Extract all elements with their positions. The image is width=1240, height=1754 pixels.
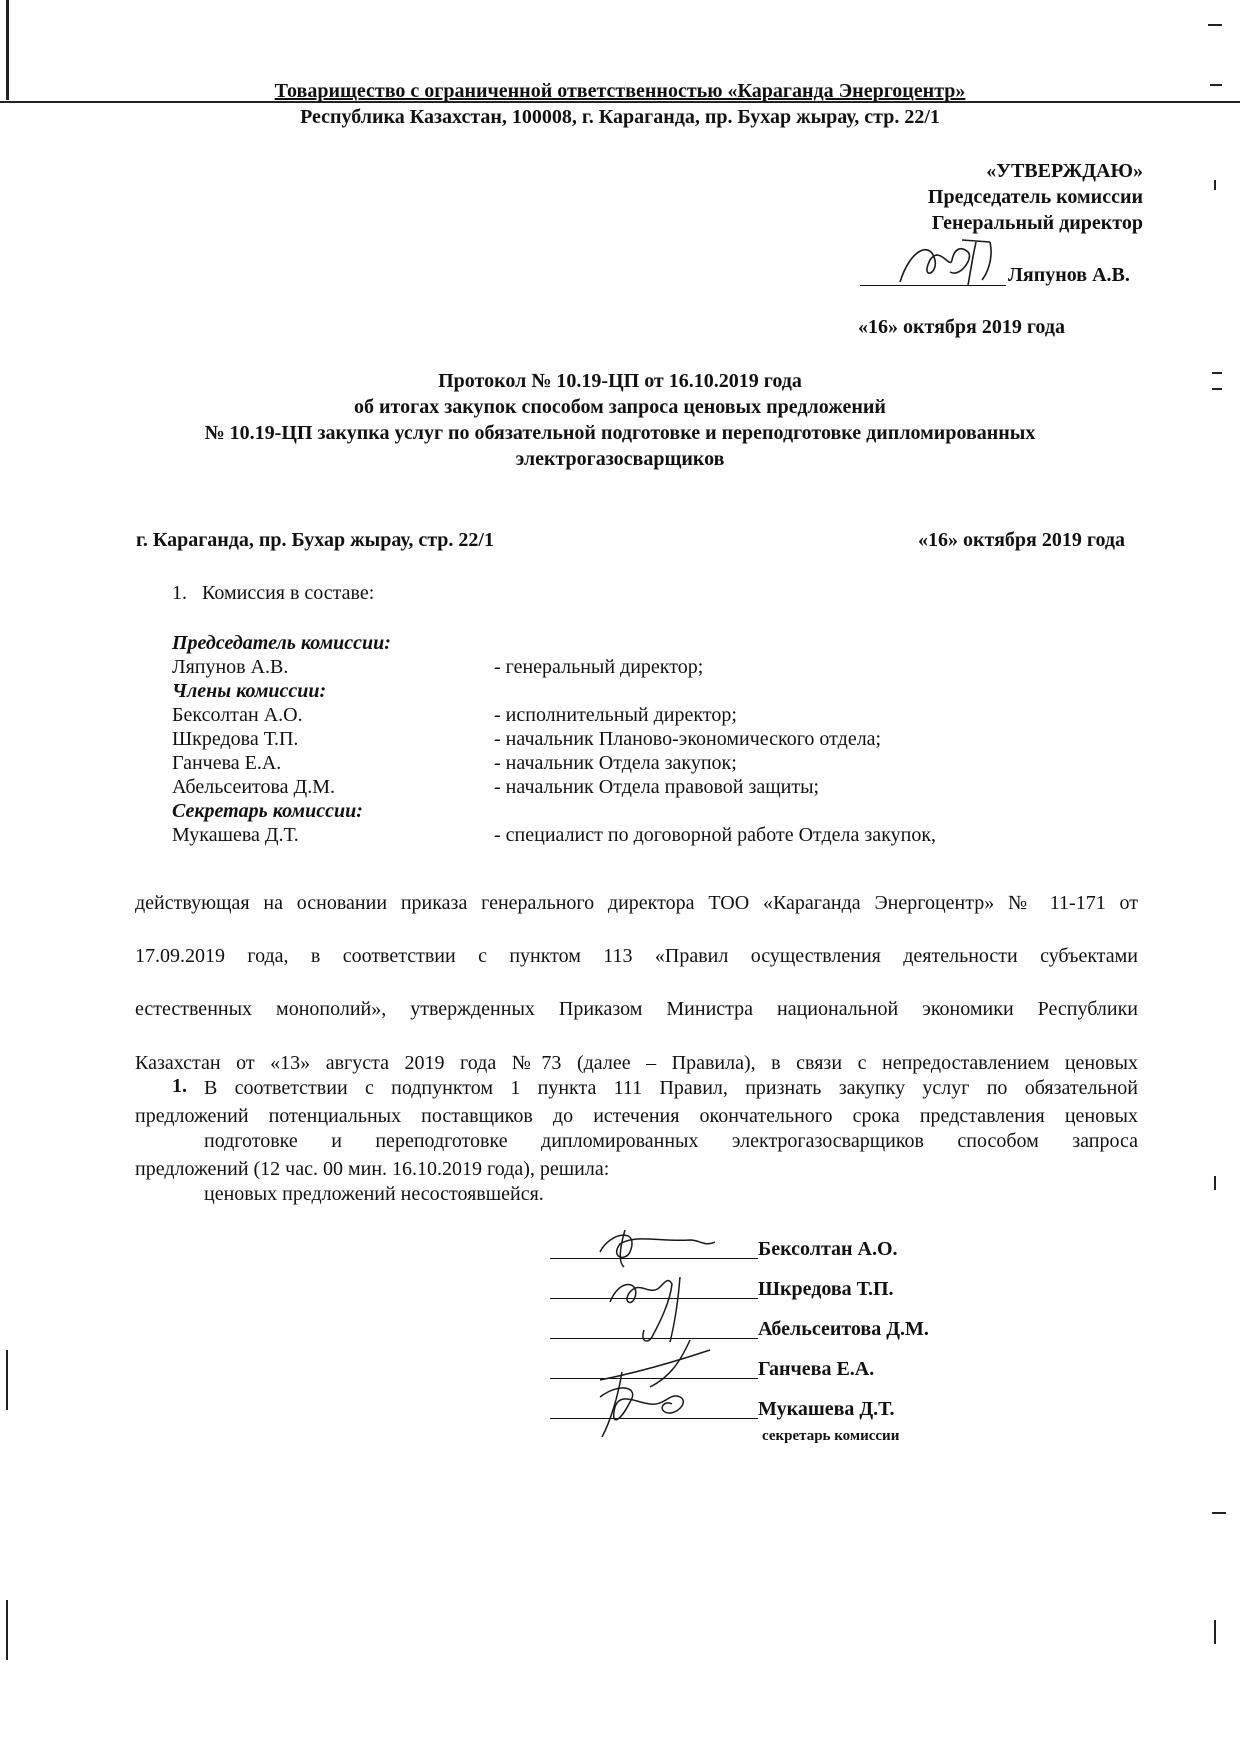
place-text: г. Караганда, пр. Бухар жырау, стр. 22/1 bbox=[136, 529, 494, 551]
scan-right-tick bbox=[1214, 180, 1216, 190]
chair-role: - генеральный директор; bbox=[494, 656, 704, 678]
approval-title: «УТВЕРЖДАЮ» bbox=[986, 160, 1143, 182]
body-line: 17.09.2019 года, в соответствии с пунктом 113 «Правил осуществления деятельности субъектами bbox=[135, 945, 1138, 968]
signatory-name: Ганчева Е.А. bbox=[758, 1358, 875, 1380]
scan-right-tick bbox=[1208, 24, 1222, 26]
body-line: действующая на основании приказа генерального директора ТОО «Караганда Энергоцентр» № 11-171 от bbox=[135, 892, 1138, 914]
body-line: Казахстан от «13» августа 2019 года №73 (далее – Правила), в связи с непредоставлением ценовых bbox=[135, 1051, 1138, 1074]
signatory-name: Бексолтан А.О. bbox=[758, 1238, 898, 1260]
organization-line: Товарищество с ограниченной ответственностью «Караганда Энергоцентр» bbox=[274, 80, 966, 102]
protocol-title-line3: № 10.19-ЦП закупка услуг по обязательной подготовке и переподготовке дипломированных bbox=[204, 422, 1036, 444]
protocol-title-line2: об итогах закупок способом запроса ценовых предложений bbox=[354, 396, 886, 418]
decision-paragraph bbox=[204, 1075, 1138, 1208]
approval-signature-icon bbox=[890, 230, 1010, 290]
member-role: - начальник Отдела правовой защиты; bbox=[494, 776, 820, 798]
commission-intro-text: Комиссия в составе: bbox=[202, 582, 375, 604]
signature-block bbox=[540, 1230, 1040, 1490]
approval-position: Генеральный директор bbox=[931, 212, 1143, 234]
scan-left-tick bbox=[6, 1600, 8, 1660]
scan-right-tick bbox=[1214, 1176, 1216, 1190]
signatory-name: Абельсеитова Д.М. bbox=[758, 1318, 929, 1340]
scan-right-tick bbox=[1212, 1512, 1226, 1514]
decision-line: подготовке и переподготовке дипломированных электрогазосварщиков способом запроса bbox=[204, 1130, 1138, 1153]
members-label: Члены комиссии: bbox=[172, 680, 327, 702]
scan-left-tick bbox=[6, 1350, 8, 1410]
member-role: - начальник Планово-экономического отдела; bbox=[494, 728, 882, 750]
commission-intro-number: 1. bbox=[172, 582, 187, 604]
member-role: - исполнительный директор; bbox=[494, 704, 737, 726]
protocol-title-line4: электрогазосварщиков bbox=[515, 448, 725, 470]
member-name: Шкредова Т.П. bbox=[172, 728, 299, 750]
decision-number: 1. bbox=[172, 1075, 187, 1097]
decision-last-line: ценовых предложений несостоявшейся. bbox=[204, 1183, 544, 1206]
secretary-label: Секретарь комиссии: bbox=[172, 800, 363, 822]
decision-line: В соответствии с подпунктом 1 пункта 111 Правил, признать закупку услуг по обязательной bbox=[204, 1077, 1138, 1099]
protocol-title-line1: Протокол № 10.19-ЦП от 16.10.2019 года bbox=[438, 370, 802, 392]
body-line: естественных монополий», утвержденных Приказом Министра национальной экономики Республики bbox=[135, 998, 1138, 1021]
signatory-name: Шкредова Т.П. bbox=[758, 1278, 894, 1300]
commission-list bbox=[172, 632, 1072, 872]
chair-label: Председатель комиссии: bbox=[172, 632, 391, 654]
member-role: - начальник Отдела закупок; bbox=[494, 752, 737, 774]
approval-name: Ляпунов А.В. bbox=[1008, 264, 1130, 286]
signatory-name: Мукашева Д.Т. bbox=[758, 1398, 895, 1420]
member-name: Ганчева Е.А. bbox=[172, 752, 282, 774]
chair-name: Ляпунов А.В. bbox=[172, 656, 289, 678]
address-line: Республика Казахстан, 100008, г. Караганда, пр. Бухар жырау, стр. 22/1 bbox=[300, 106, 940, 128]
member-name: Абельсеитова Д.М. bbox=[172, 776, 335, 798]
member-name: Бексолтан А.О. bbox=[172, 704, 303, 726]
body-line: предложений потенциальных поставщиков до истечения окончательного срока представления ценовых bbox=[135, 1104, 1138, 1127]
approval-role: Председатель комиссии bbox=[927, 186, 1143, 208]
secretary-name: Мукашева Д.Т. bbox=[172, 824, 299, 846]
document-date: «16» октября 2019 года bbox=[918, 529, 1125, 551]
secretary-caption: секретарь комиссии bbox=[762, 1428, 900, 1444]
approval-date: «16» октября 2019 года bbox=[858, 316, 1065, 338]
scan-right-tick bbox=[1214, 1620, 1216, 1644]
handwritten-signatures-icon bbox=[540, 1222, 780, 1452]
secretary-role: - специалист по договорной работе Отдела закупок, bbox=[494, 824, 937, 846]
body-last-line: предложений (12 час. 00 мин. 16.10.2019 года), решила: bbox=[135, 1157, 610, 1180]
